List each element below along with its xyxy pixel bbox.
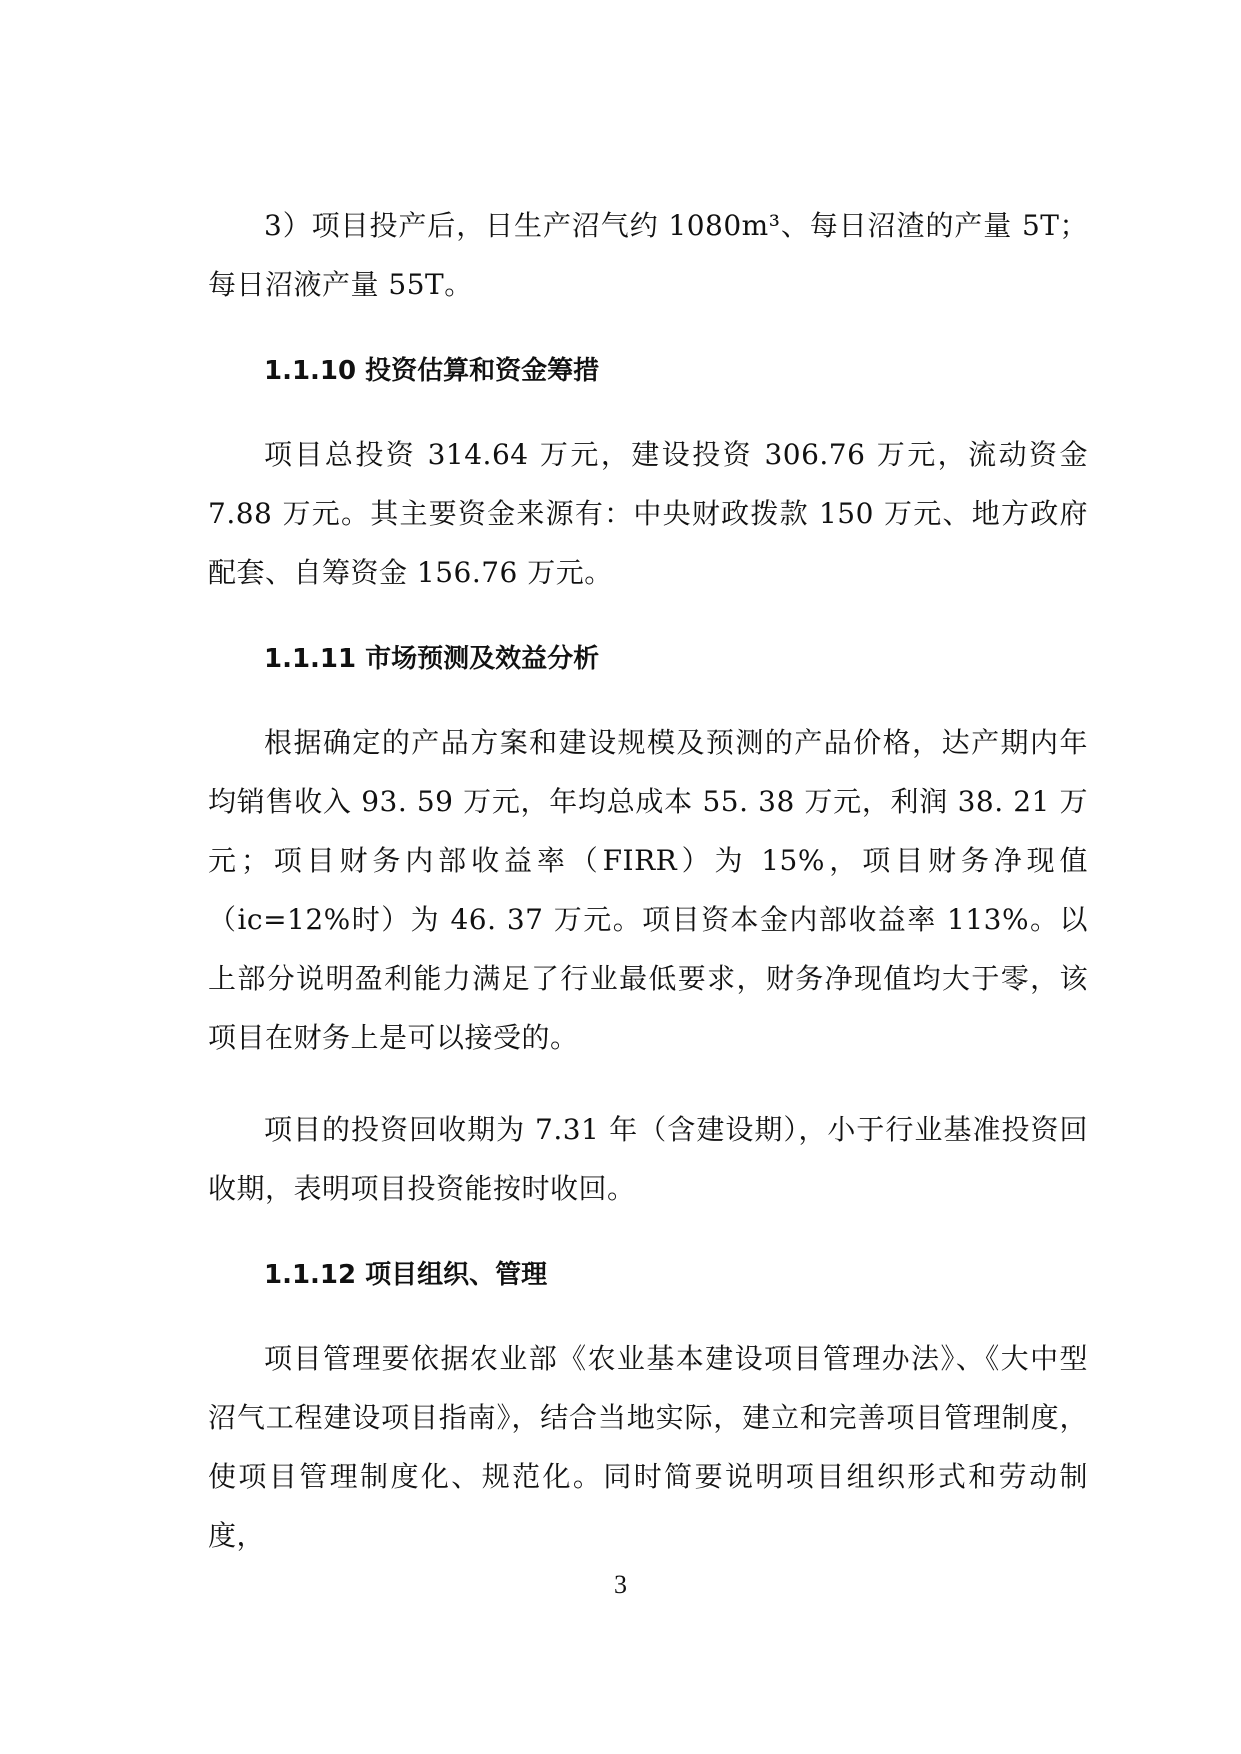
paragraph-management: 项目管理要依据农业部《农业基本建设项目管理办法》、《大中型沼气工程建设项目指南》，结合当地实际，建立和完善项目管理制度，使项目管理制度化、规范化。同时简要说明项目组织形式和劳动制度， [208,1342,1088,1552]
page-number: 3 [614,1570,627,1599]
paragraph-output: 3）项目投产后，日生产沼气约 1080m³、每日沼渣的产量 5T；每日沼液产量 55T。 [208,209,1088,301]
page-content [208,196,1088,1565]
section-heading-market: 1.1.11 市场预测及效益分析 [264,644,600,674]
paragraph-payback: 项目的投资回收期为 7.31 年（含建设期），小于行业基准投资回收期，表明项目投资能按时收回。 [208,1113,1088,1205]
paragraph-investment: 项目总投资 314.64 万元，建设投资 306.76 万元，流动资金 7.88 万元。其主要资金来源有：中央财政拨款 150 万元、地方政府配套、自筹资金 156.76 万元。 [208,438,1088,589]
section-heading-investment: 1.1.10 投资估算和资金筹措 [264,356,600,386]
section-heading-management: 1.1.12 项目组织、管理 [264,1260,548,1290]
paragraph-gap [208,1067,1088,1100]
paragraph-market: 根据确定的产品方案和建设规模及预测的产品价格，达产期内年均销售收入 93. 59 万元，年均总成本 55. 38 万元，利润 38. 21 万元；项目财务内部收益率（FIRR）为 15%，项目财务净现值（ic=12%时）为 46. 37 万元。项目资本金内部收益率 113%。以上部分说明盈利能力满足了行业最低要求，财务净现值均大于零，该项目在财务上是可以接受的。 [208,726,1088,1054]
